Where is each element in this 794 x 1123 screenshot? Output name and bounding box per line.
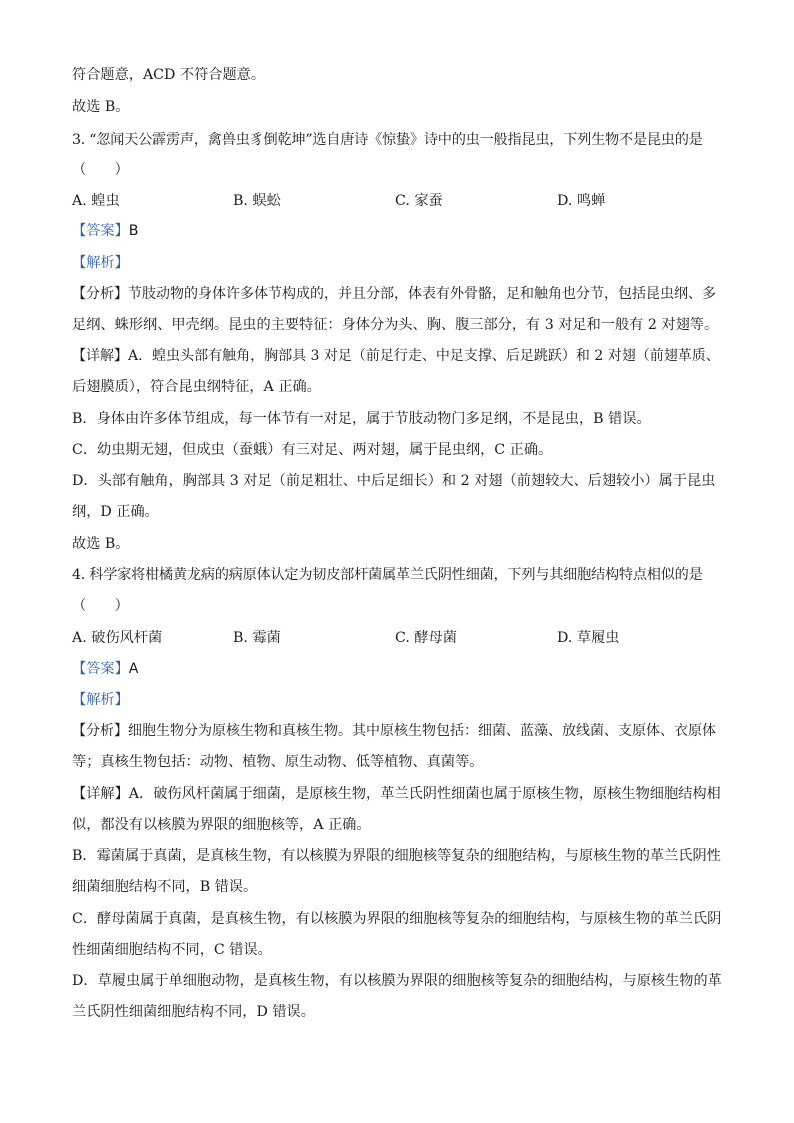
analysis-text: 细胞生物分为原核生物和真核生物。其中原核生物包括：细菌、蓝藻、放线菌、支原体、衣原体 — [128, 723, 716, 739]
analysis-tag: 【分析】 — [72, 723, 128, 739]
analysis-tag: 【分析】 — [72, 286, 128, 302]
q4-answer — [72, 660, 138, 678]
q4-detail-b-line-2: 细菌细胞结构不同，B 错误。 — [72, 879, 258, 895]
q4-detail-d-line-2: 兰氏阴性细菌细胞结构不同，D 错误。 — [72, 1004, 315, 1020]
intro-line-1: 符合题意，ACD 不符合题意。 — [72, 67, 266, 83]
analysis-text: 节肢动物的身体许多体节构成的，并且分部，体表有外骨骼，足和触角也分节，包括昆虫纲、多 — [128, 286, 716, 302]
detail-text: A．破伤风杆菌属于细菌，是原核生物，革兰氏阴性细菌也属于原核生物，原核生物细胞结构相 — [128, 786, 721, 802]
q4-detail-d-line-1: D．草履虫属于单细胞动物，是真核生物，有以核膜为界限的细胞核等复杂的细胞结构，与原核生物的革 — [72, 973, 722, 989]
q3-option-b: B. 蜈蚣 — [233, 193, 281, 209]
q3-detail-b: B．身体由许多体节组成，每一体节有一对足，属于节肢动物门多足纲，不是昆虫，B 错误。 — [72, 411, 651, 427]
q3-detail-line-1 — [72, 347, 720, 365]
q4-analysis-line-1 — [72, 722, 716, 740]
q4-detail-b-line-1: B．霉菌属于真菌，是真核生物，有以核膜为界限的细胞核等复杂的细胞结构，与原核生物的革兰氏阴性 — [72, 848, 721, 864]
q4-stem-line-2: （ ） — [72, 598, 129, 614]
q4-option-d: D. 草履虫 — [557, 630, 620, 646]
q4-detail-c-line-2: 性细菌细胞结构不同，C 错误。 — [72, 942, 272, 958]
q4-option-a: A. 破伤风杆菌 — [72, 630, 163, 646]
q3-option-a: A. 蝗虫 — [72, 193, 120, 209]
q3-detail-d-line-1: D．头部有触角，胸部具 3 对足（前足粗壮、中后足细长）和 2 对翅（前翅较大、后翅较小）属于昆虫 — [72, 473, 716, 489]
answer-tag: 【答案】 — [72, 661, 129, 677]
q4-detail-c-line-1: C．酵母菌属于真菌，是真核生物，有以核膜为界限的细胞核等复杂的细胞结构，与原核生物的革兰氏阴 — [72, 911, 722, 927]
q3-analysis-line-1 — [72, 285, 716, 303]
q3-conclusion: 故选 B。 — [72, 536, 130, 552]
q3-answer — [72, 222, 139, 240]
q4-detail-line-1 — [72, 785, 721, 803]
answer-tag: 【答案】 — [72, 223, 129, 239]
q4-detail-line-2: 似，都没有以核膜为界限的细胞核等，A 正确。 — [72, 817, 371, 833]
q3-jiexi-tag: 【解析】 — [72, 255, 129, 271]
q4-stem-line-1: 4. 科学家将柑橘黄龙病的病原体认定为韧皮部杆菌属革兰氏阴性细菌，下列与其细胞结构特点相似的是 — [72, 567, 703, 583]
q4-analysis-line-2: 等；真核生物包括：动物、植物、原生动物、低等植物、真菌等。 — [72, 754, 484, 770]
q3-analysis-line-2: 足纲、蛛形纲、甲壳纲。昆虫的主要特征：身体分为头、胸、腹三部分，有 3 对足和一般有 2 对翅等。 — [72, 317, 719, 333]
detail-text: A．蝗虫头部有触角，胸部具 3 对足（前足行走、中足支撑、后足跳跃）和 2 对翅（前翅革质、 — [128, 348, 720, 364]
detail-tag: 【详解】 — [72, 786, 129, 802]
q3-detail-line-2: 后翅膜质），符合昆虫纲特征，A 正确。 — [72, 379, 321, 395]
q3-detail-c: C．幼虫期无翅，但成虫（蚕蛾）有三对足、两对翅，属于昆虫纲，C 正确。 — [72, 442, 553, 458]
q3-option-c: C. 家蚕 — [395, 193, 443, 209]
q3-option-d: D. 鸣蝉 — [557, 193, 606, 209]
answer-value: B — [128, 223, 139, 239]
answer-value: A — [128, 661, 139, 677]
detail-tag: 【详解】 — [72, 348, 128, 364]
q4-option-b: B. 霉菌 — [233, 630, 281, 646]
q3-detail-d-line-2: 纲，D 正确。 — [72, 504, 159, 520]
q3-stem-line-1: 3. “忽闻天公霹雳声，禽兽虫豸倒乾坤”选自唐诗《惊蛰》诗中的虫一般指昆虫，下列生物不是昆虫的是 — [72, 132, 703, 148]
q4-jiexi-tag: 【解析】 — [72, 692, 129, 708]
q4-option-c: C. 酵母菌 — [395, 630, 457, 646]
q3-stem-line-2: （ ） — [72, 162, 129, 178]
intro-line-2: 故选 B。 — [72, 99, 130, 115]
